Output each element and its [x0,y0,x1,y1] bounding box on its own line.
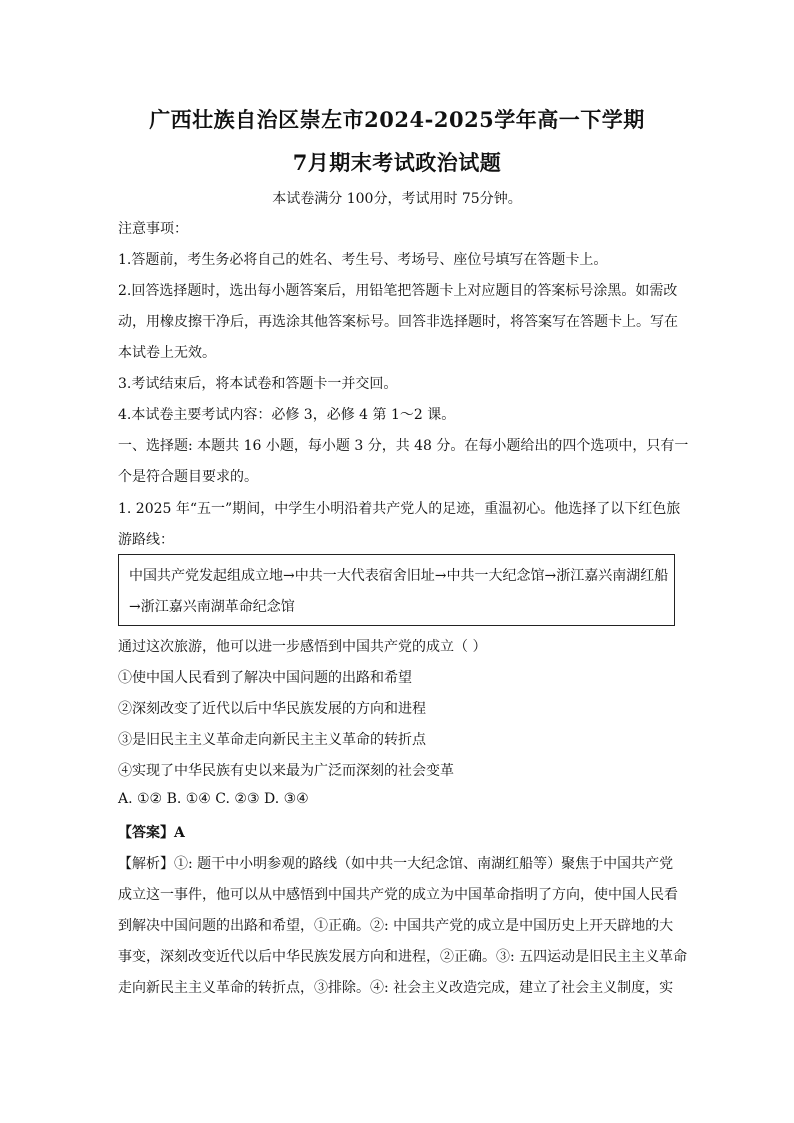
notes-line: 4.本试卷主要考试内容：必修 3，必修 4 第 1～2 课。 [118,407,456,423]
notes-heading: 注意事项： [118,221,188,237]
analysis-line: 成立这一事件，他可以从中感悟到中国共产党的成立为中国革命指明了方向，使中国人民看 [118,887,678,903]
answer-line: 【答案】A [118,825,185,841]
notes-line: 2.回答选择题时，选出每小题答案后，用铅笔把答题卡上对应题目的答案标号涂黑。如需改 [118,283,678,299]
route-line: →浙江嘉兴南湖革命纪念馆 [129,599,295,615]
route-box [118,554,675,626]
analysis-line: 事变，深刻改变近代以后中华民族发展方向和进程，②正确。③: 五四运动是旧民主主义革命 [118,949,688,965]
analysis-line: 到解决中国问题的出路和希望，①正确。②: 中国共产党的成立是中国历史上开天辟地的大 [118,918,674,934]
exam-title-line1: 广西壮族自治区崇左市2024-2025学年高一下学期 [149,107,645,132]
analysis-line: 【解析】①: 题干中小明参观的路线（如中共一大纪念馆、南湖红船等）聚焦于中国共产党 [118,856,674,872]
question-prompt: 通过这次旅游，他可以进一步感悟到中国共产党的成立（ ） [118,639,487,655]
analysis-line: 走向新民主主义革命的转折点，③排除。④: 社会主义改造完成，建立了社会主义制度，实 [118,980,674,996]
notes-line: 本试卷上无效。 [118,345,216,361]
question-stem: 游路线： [118,532,174,548]
notes-line: 1.答题前，考生务必将自己的姓名、考生号、考场号、座位号填写在答题卡上。 [118,252,608,268]
statement-item: ③是旧民主主义革命走向新民主主义革命的转折点 [118,732,426,748]
exam-score-time-note: 本试卷满分 100分，考试用时 75分钟。 [272,191,522,207]
statement-item: ②深刻改变了近代以后中华民族发展的方向和进程 [118,701,426,717]
route-line: 中国共产党发起组成立地→中共一大代表宿舍旧址→中共一大纪念馆→浙江嘉兴南湖红船 [129,568,669,584]
notes-line: 动，用橡皮擦干净后，再选涂其他答案标号。回答非选择题时，将答案写在答题卡上。写在 [118,314,678,330]
section-heading-cont: 个是符合题目要求的。 [118,469,258,485]
statement-item: ④实现了中华民族有史以来最为广泛而深刻的社会变革 [118,763,454,779]
notes-line: 3.考试结束后，将本试卷和答题卡一并交回。 [118,376,398,392]
section-heading: 一、选择题: 本题共 16 小题，每小题 3 分，共 48 分。在每小题给出的四个选项中，只有一 [118,438,689,454]
statement-item: ①使中国人民看到了解决中国问题的出路和希望 [118,670,412,686]
exam-title-line2: 7月期末考试政治试题 [292,150,502,175]
answer-options: A. ①② B. ①④ C. ②③ D. ③④ [118,791,309,807]
question-stem: 1. 2025 年“五一”期间，中学生小明沿着共产党人的足迹，重温初心。他选择了以下红色旅 [118,501,681,517]
